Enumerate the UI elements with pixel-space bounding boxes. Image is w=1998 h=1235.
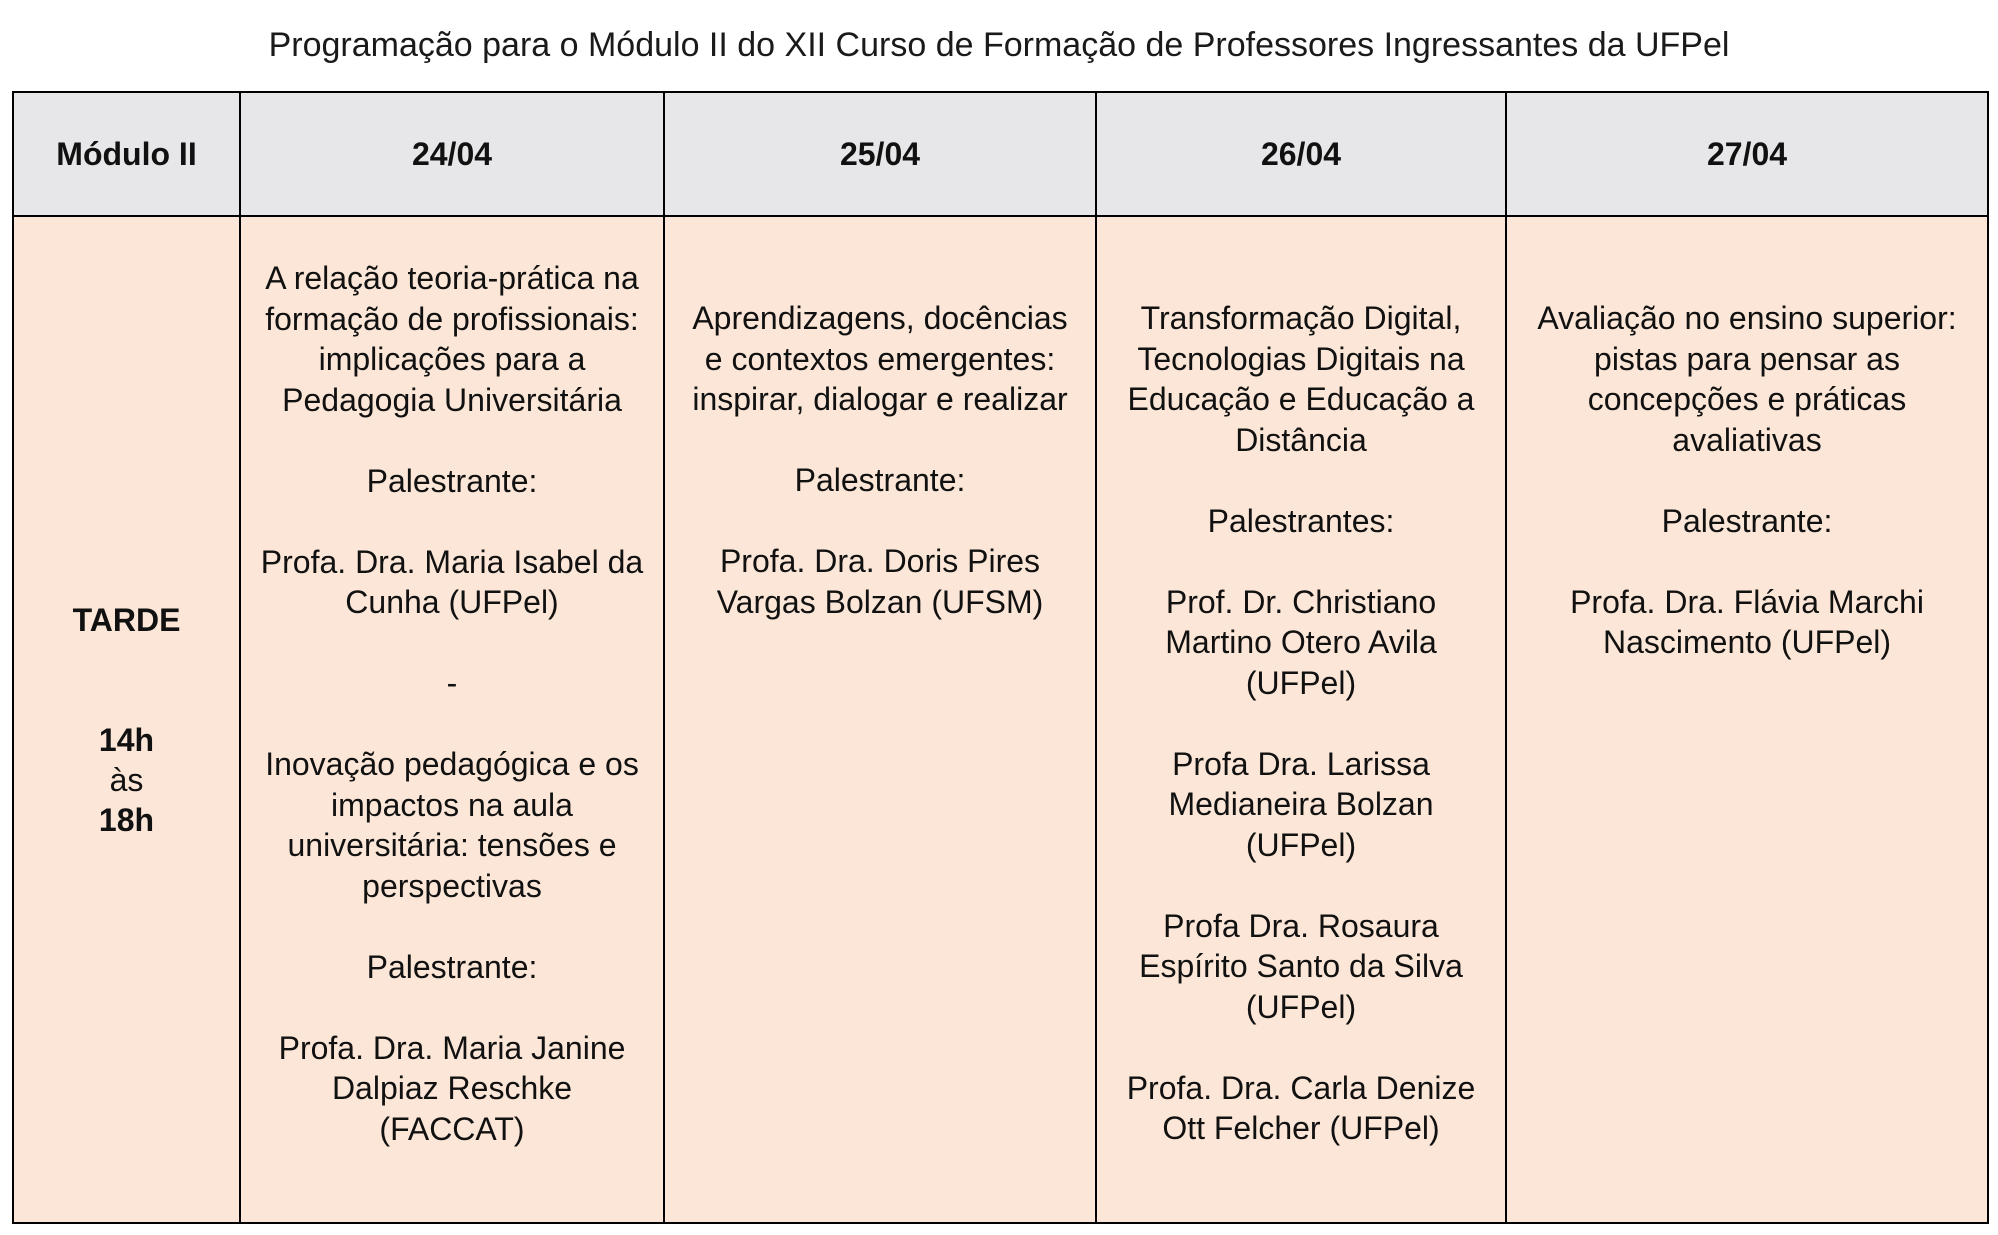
session-cell-day-4 [1506, 216, 1988, 1223]
time-start: 14h [98, 721, 155, 758]
speaker-label: Palestrante: [1661, 502, 1833, 539]
session-cell-day-2 [664, 216, 1096, 1223]
header-day-2: 25/04 [664, 92, 1096, 216]
speaker-label: Palestrante: [794, 462, 966, 498]
header-day-4: 27/04 [1506, 92, 1988, 216]
speaker-name: Profa. Dra. Maria Janine Dalpiaz Reschke (FACCAT) [278, 1029, 626, 1147]
speaker-label: Palestrantes: [1207, 502, 1395, 539]
schedule-table [12, 91, 1989, 1224]
session-topic: Transformação Digital, Tecnologias Digitais na Educação e Educação a Distância [1127, 300, 1475, 458]
speaker-name: Profa. Dra. Flávia Marchi Nascimento (UFPel) [1570, 583, 1924, 660]
afternoon-row [13, 216, 1988, 1223]
session-cell-day-3 [1096, 216, 1506, 1223]
speaker-name: Profa Dra. Larissa Medianeira Bolzan (UFPel) [1168, 745, 1434, 863]
session-cell-day-1 [240, 216, 664, 1223]
header-module: Módulo II [13, 92, 240, 216]
period-label: TARDE [72, 601, 181, 638]
time-end: 18h [98, 801, 155, 838]
time-connector: às [109, 761, 144, 798]
speaker-name: Profa Dra. Rosaura Espírito Santo da Silva (UFPel) [1139, 907, 1463, 1025]
header-day-3: 26/04 [1096, 92, 1506, 216]
header-day-1: 24/04 [240, 92, 664, 216]
period-cell [13, 216, 240, 1223]
speaker-label: Palestrante: [366, 948, 538, 985]
speaker-name: Prof. Dr. Christiano Martino Otero Avila (UFPel) [1165, 583, 1437, 701]
session-separator: - [446, 665, 458, 701]
speaker-name: Profa. Dra. Carla Denize Ott Felcher (UFPel) [1126, 1069, 1476, 1146]
speaker-name: Profa. Dra. Maria Isabel da Cunha (UFPel) [260, 543, 644, 620]
speaker-label: Palestrante: [366, 462, 538, 499]
speaker-name: Profa. Dra. Doris Pires Vargas Bolzan (UFSM) [716, 543, 1044, 620]
session-topic: Aprendizagens, docências e contextos emergentes: inspirar, dialogar e realizar [692, 300, 1068, 417]
header-row [13, 92, 1988, 216]
session-topic: Avaliação no ensino superior: pistas para pensar as concepções e práticas avaliativas [1537, 300, 1957, 458]
session-topic: A relação teoria-prática na formação de profissionais: implicações para a Pedagogia Universitária [265, 260, 639, 418]
page-title: Programação para o Módulo II do XII Curso de Formação de Professores Ingressantes da UFPel [268, 26, 1730, 64]
session-topic: Inovação pedagógica e os impactos na aula universitária: tensões e perspectivas [265, 746, 639, 904]
